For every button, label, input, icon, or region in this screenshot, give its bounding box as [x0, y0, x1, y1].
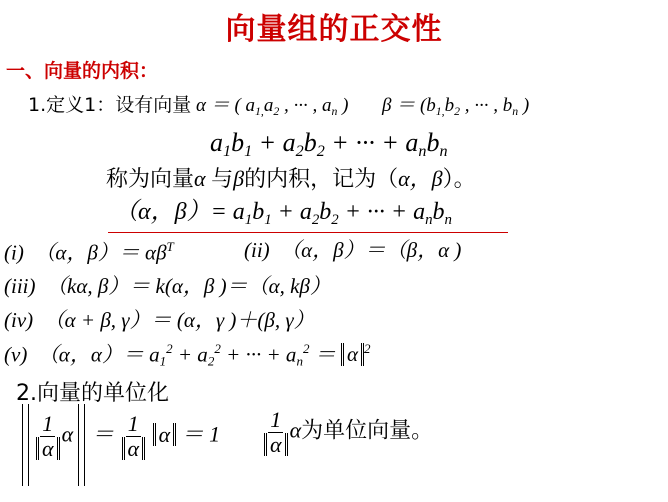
property-iii: (iii) （kα, β）＝ k(α，β )＝（α, kβ） [4, 274, 331, 298]
definition-label: 1.定义1： [28, 94, 116, 116]
normalized-vector-expression: $\frac{1}{\alpha}$ α [34, 412, 73, 461]
property-v: (v) （α，$\alpha)= a_1^2 + a_2^2$ + ··· + $a_n^2 = \alpha$ $^2$ [4, 341, 371, 369]
inner-product-definition: （α，$\beta)= a_1b_1 + a_2b_2$ + ··· + $a_nb_n$ [114, 199, 452, 228]
outer-norm-left [22, 404, 29, 486]
definition-text: 设有向量 [115, 94, 192, 116]
section-heading-inner-product: 一、向量的内积： [6, 60, 159, 82]
definition-line [28, 96, 529, 118]
beta-vector: $\beta = (b_{1,}b_2$ , ··· , $b_n$ ) [381, 95, 530, 118]
section-heading-normalization: 2.向量的单位化 [16, 381, 169, 406]
inner-product-sum: $a_1b_1 + a_2b_2$ + ··· + $a_nb_n$ [210, 128, 448, 161]
norm-alpha: α [341, 343, 364, 365]
called-line: 称为向量α 与β的内积，记为（α，β）。 [106, 166, 476, 192]
property-iv: (iv) （α + β, γ）＝ (α，γ )＋(β, γ） [4, 308, 315, 332]
page-title: 向量组的正交性 [225, 12, 443, 47]
property-ii: (ii) （α，β）＝（β，α ) [244, 238, 462, 262]
unit-vector-statement: $\frac{1}{\alpha}$ α为单位向量。 [262, 408, 433, 457]
definition-underline [108, 232, 508, 233]
alpha-vector: α ＝ ( $a_{1,}a_2$ , ··· , $a_n$ ) [195, 95, 349, 118]
normalized-norm-equals-one: ＝ $\frac{1}{\alpha}$ α ＝ 1 [92, 411, 221, 462]
property-i: (i) （α，$\beta)= \alpha\beta^T$ [4, 239, 174, 265]
outer-norm-right [78, 404, 85, 486]
